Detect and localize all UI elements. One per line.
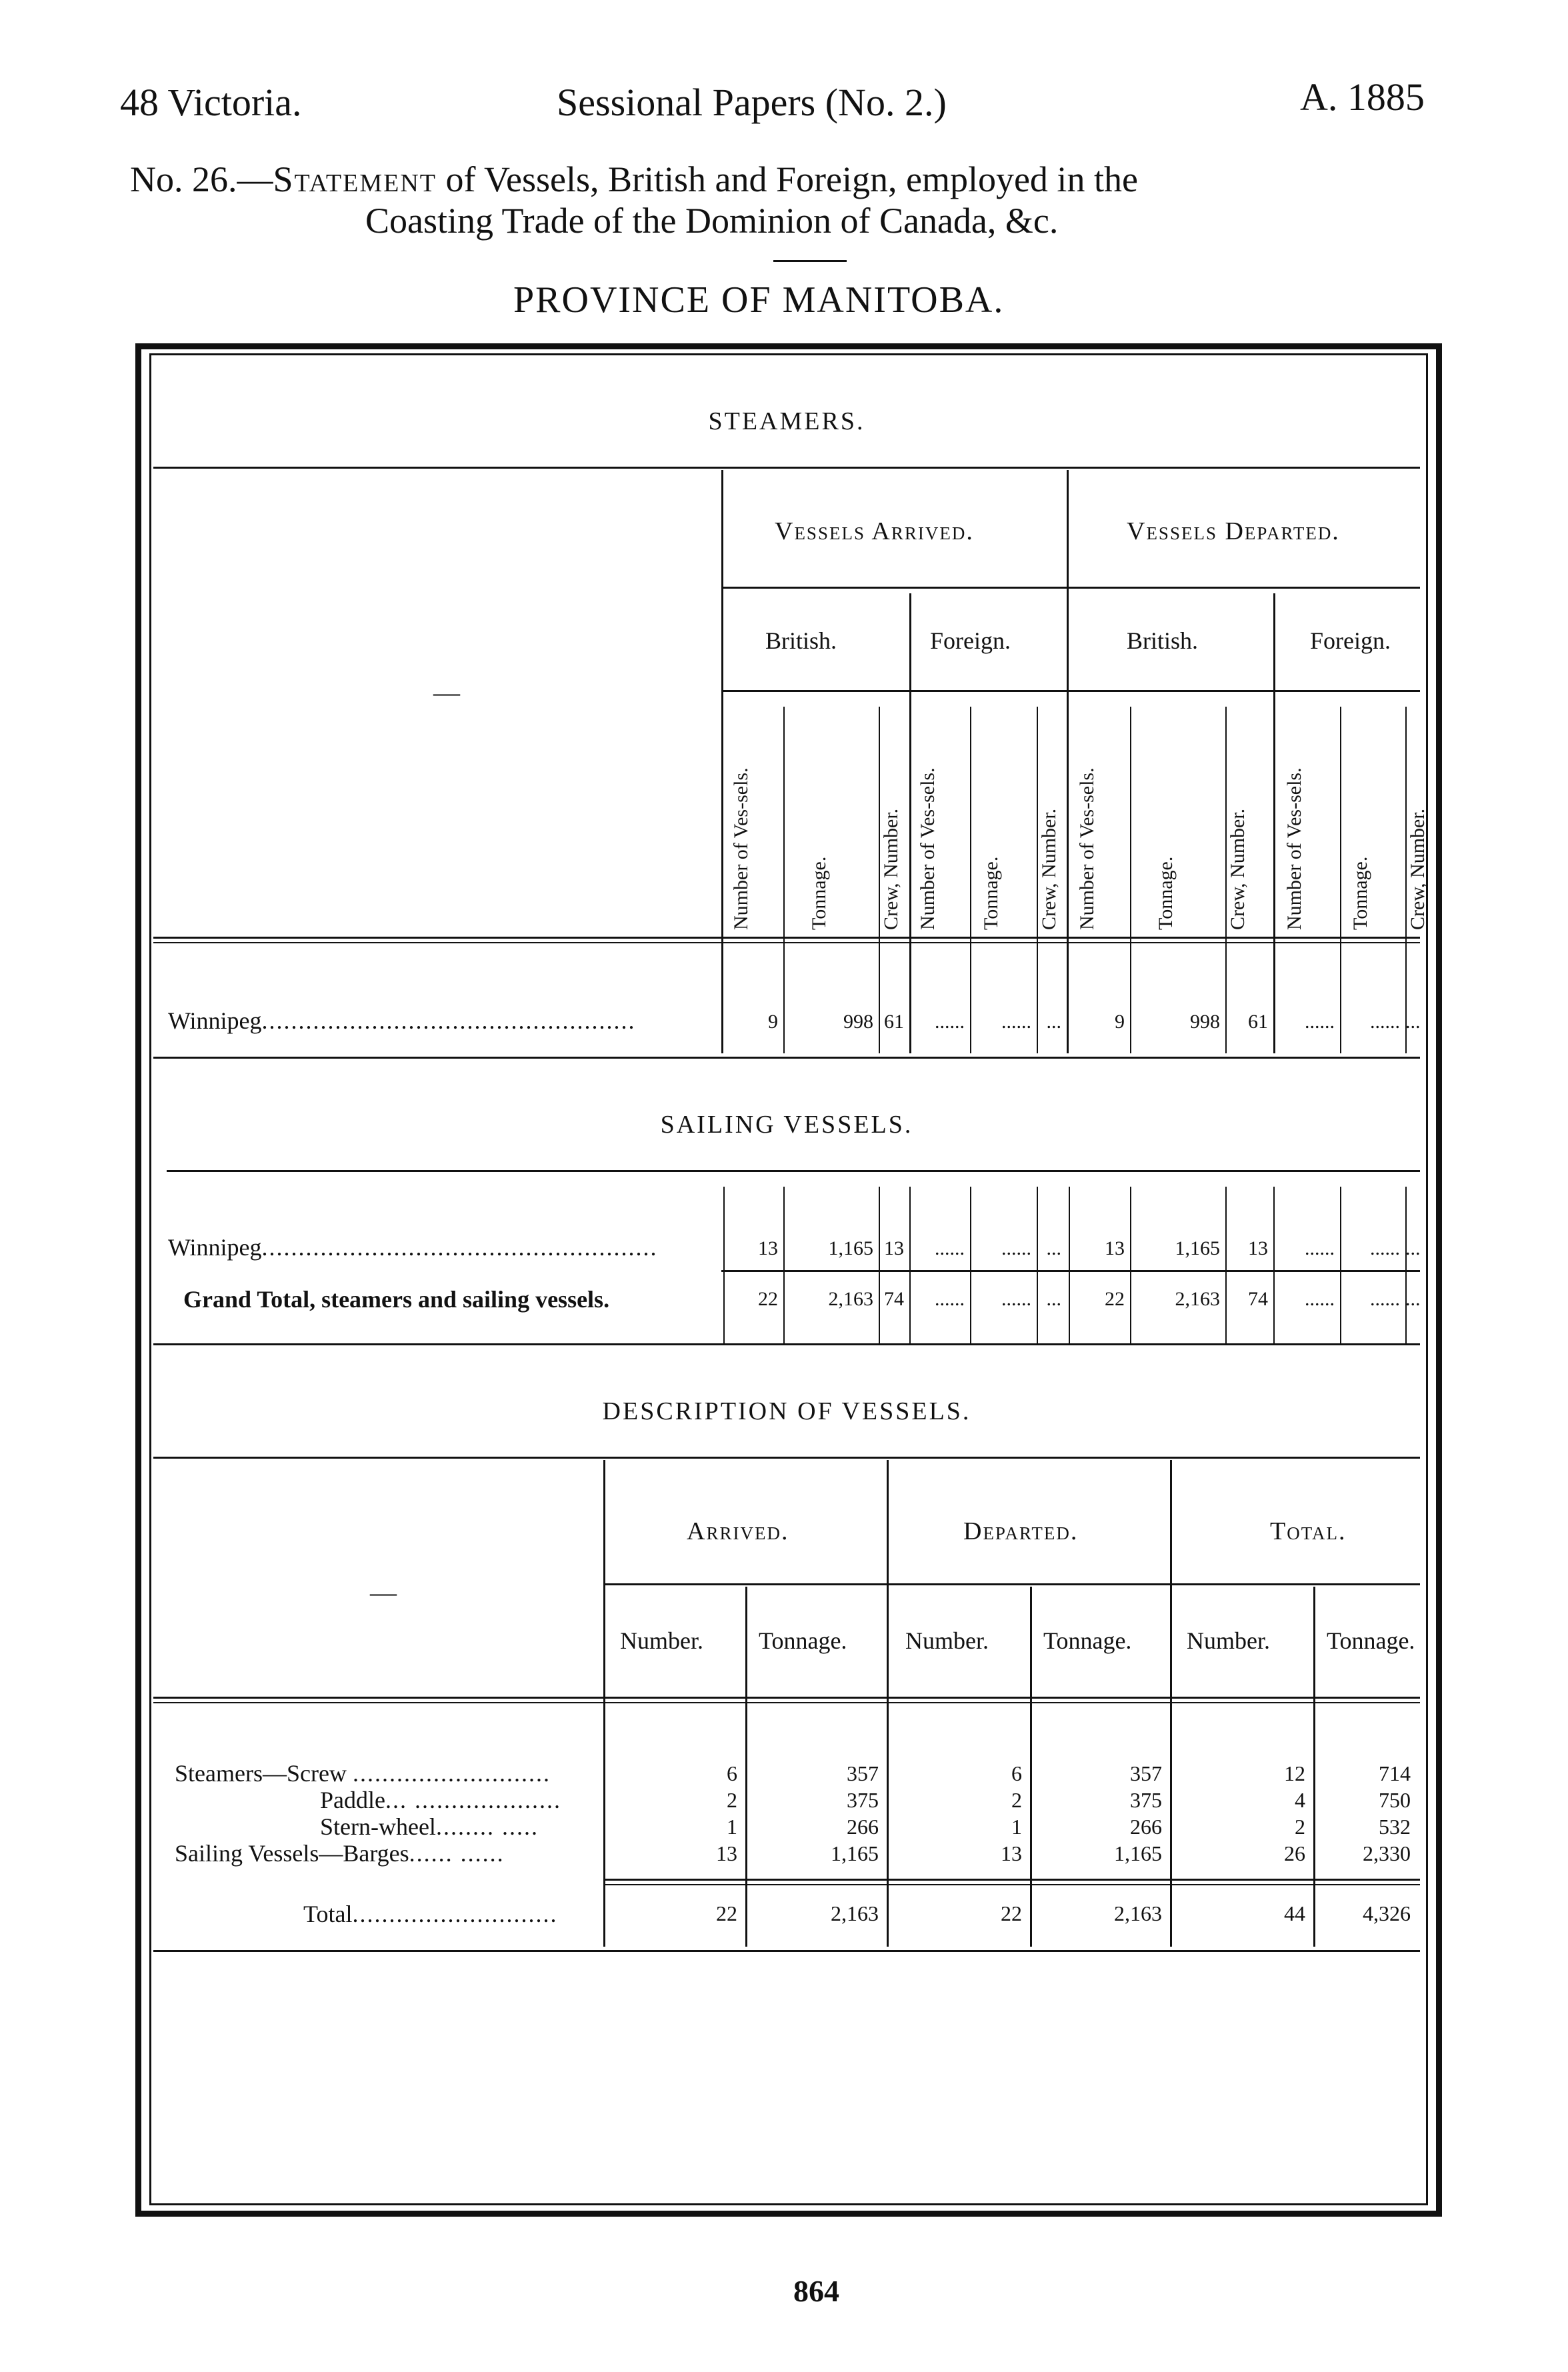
steamers-col-head-9: Crew, Number. (1227, 808, 1249, 930)
desc-val-r3-c2: 266 (847, 1815, 879, 1839)
sailing-col-line-10 (1273, 1187, 1275, 1343)
steamers-val-9: 61 (1248, 1011, 1268, 1033)
steamers-row-winnipeg: Winnipeg................................................... (168, 1007, 636, 1034)
header-papers: Sessional Papers (No. 2.) (557, 81, 947, 124)
steamers-col-head-2: Tonnage. (807, 856, 830, 930)
desc-val-r1-c2: 357 (847, 1761, 879, 1785)
steamers-title: STEAMERS. (708, 407, 865, 435)
desc-arrived-label: Arrived. (687, 1517, 789, 1545)
title-rule (773, 260, 847, 262)
desc-total-val-5: 44 (1284, 1901, 1305, 1925)
desc-arrived-tonnage: Tonnage. (759, 1627, 847, 1654)
sailing-total-val-4: ...... (935, 1288, 965, 1310)
sailing-col-line-5 (970, 1187, 971, 1343)
sailing-winnipeg-val-12: ... (1405, 1237, 1421, 1259)
desc-val-r2-c6: 750 (1379, 1788, 1411, 1812)
sailing-winnipeg-val-7: 13 (1105, 1237, 1125, 1259)
sailing-total-val-10: ...... (1305, 1288, 1335, 1310)
steamers-val-7: 9 (1115, 1011, 1125, 1033)
steamers-val-1: 9 (768, 1011, 778, 1033)
desc-val-r3-c1: 1 (727, 1815, 737, 1839)
sailing-winnipeg-val-10: ...... (1305, 1237, 1335, 1259)
desc-val-r2-c4: 375 (1130, 1788, 1162, 1812)
steamers-val-12: ... (1405, 1011, 1421, 1033)
sailing-winnipeg-val-9: 13 (1248, 1237, 1268, 1259)
sailing-col-line-4 (909, 1187, 911, 1343)
sailing-col-line-3 (879, 1187, 880, 1343)
statement-keyword: Statement (273, 159, 437, 199)
page-number: 864 (793, 2274, 839, 2308)
desc-val-r4-c4: 1,165 (1114, 1841, 1162, 1865)
sailing-total-val-9: 74 (1248, 1288, 1268, 1310)
header-session: 48 Victoria. (120, 81, 302, 124)
sailing-total-val-1: 22 (758, 1288, 778, 1310)
desc-val-r1-c4: 357 (1130, 1761, 1162, 1785)
desc-total-tonnage: Tonnage. (1327, 1627, 1415, 1654)
desc-val-r2-c3: 2 (1011, 1788, 1022, 1812)
desc-val-r4-c1: 13 (716, 1841, 737, 1865)
desc-arrived-number: Number. (620, 1627, 703, 1654)
steamers-val-5: ...... (1001, 1011, 1031, 1033)
sailing-total-val-12: ... (1405, 1288, 1421, 1310)
sailing-winnipeg-val-5: ...... (1001, 1237, 1031, 1259)
steamers-val-10: ...... (1305, 1011, 1335, 1033)
sailing-title: SAILING VESSELS. (660, 1111, 913, 1139)
desc-val-r4-c2: 1,165 (831, 1841, 879, 1865)
steamers-col-head-1: Number of Ves-sels. (730, 767, 752, 930)
statement-line-2: Coasting Trade of the Dominion of Canada, &c. (365, 201, 1059, 241)
desc-row-paddle: Paddle... .................... (320, 1787, 561, 1813)
steamers-col-line-11 (1405, 707, 1407, 1053)
sailing-col-line-9 (1225, 1187, 1227, 1343)
steamers-col-line-1 (783, 707, 785, 1053)
sailing-row-winnipeg: Winnipeg...................................................... (168, 1234, 658, 1261)
steamers-stub-dash: — (433, 677, 460, 707)
sailing-total-val-11: ...... (1370, 1288, 1400, 1310)
steamers-col-head-5: Tonnage. (980, 856, 1002, 930)
desc-val-r2-c2: 375 (847, 1788, 879, 1812)
desc-departed-number: Number. (905, 1627, 989, 1654)
desc-val-r1-c1: 6 (727, 1761, 737, 1785)
steamers-val-2: 998 (843, 1011, 873, 1033)
sailing-col-line-1 (723, 1187, 725, 1343)
departed-foreign-label: Foreign. (1310, 627, 1391, 654)
steamers-col-head-4: Number of Ves-sels. (916, 767, 939, 930)
sailing-row-grand-total: Grand Total, steamers and sailing vessels. (183, 1286, 610, 1313)
desc-row-barges: Sailing Vessels—Barges...... ...... (175, 1840, 505, 1867)
desc-total-label: Total. (1270, 1517, 1347, 1545)
steamers-col-line-5 (1037, 707, 1038, 1053)
sailing-col-line-6 (1037, 1187, 1038, 1343)
desc-departed-label: Departed. (963, 1517, 1079, 1545)
steamers-col-line-10 (1340, 707, 1341, 1053)
steamers-col-line-4 (970, 707, 971, 1053)
desc-val-r3-c3: 1 (1011, 1815, 1022, 1839)
steamers-col-line-7 (1130, 707, 1131, 1053)
sailing-total-val-3: 74 (884, 1288, 904, 1310)
sailing-total-val-2: 2,163 (828, 1288, 873, 1310)
desc-val-r1-c5: 12 (1284, 1761, 1305, 1785)
steamers-departed-label: Vessels Departed. (1127, 517, 1340, 545)
arrived-foreign-label: Foreign. (930, 627, 1011, 654)
sailing-col-line-2 (783, 1187, 785, 1343)
desc-val-r4-c3: 13 (1001, 1841, 1022, 1865)
steamers-col-line-9 (1273, 707, 1275, 1053)
desc-total-val-1: 22 (716, 1901, 737, 1925)
desc-departed-tonnage: Tonnage. (1043, 1627, 1132, 1654)
header-year: A. 1885 (1300, 75, 1425, 119)
desc-total-val-2: 2,163 (831, 1901, 879, 1925)
statement-line-1: No. 26.—Statement of Vessels, British and Foreign, employed in the (130, 159, 1138, 199)
province-title: PROVINCE OF MANITOBA. (513, 279, 1005, 321)
description-title: DESCRIPTION OF VESSELS. (602, 1397, 971, 1425)
desc-val-r1-c3: 6 (1011, 1761, 1022, 1785)
desc-row-sternwheel: Stern-wheel........ ..... (320, 1813, 539, 1840)
arrived-british-label: British. (765, 627, 837, 654)
steamers-val-8: 998 (1190, 1011, 1220, 1033)
sailing-winnipeg-val-8: 1,165 (1175, 1237, 1220, 1259)
desc-val-r4-c6: 2,330 (1363, 1841, 1411, 1865)
steamers-col-line-2 (879, 707, 880, 1053)
sailing-col-line-7 (1069, 1187, 1070, 1343)
desc-val-r2-c5: 4 (1295, 1788, 1305, 1812)
sailing-winnipeg-val-4: ...... (935, 1237, 965, 1259)
steamers-arrived-label: Vessels Arrived. (775, 517, 974, 545)
desc-val-r3-c4: 266 (1130, 1815, 1162, 1839)
steamers-val-4: ...... (935, 1011, 965, 1033)
sailing-total-val-8: 2,163 (1175, 1288, 1220, 1310)
steamers-col-head-6: Crew, Number. (1038, 808, 1060, 930)
sailing-total-val-7: 22 (1105, 1288, 1125, 1310)
sailing-winnipeg-val-11: ...... (1370, 1237, 1400, 1259)
desc-val-r3-c5: 2 (1295, 1815, 1305, 1839)
sailing-winnipeg-val-3: 13 (884, 1237, 904, 1259)
desc-row-total: Total............................ (303, 1901, 558, 1927)
desc-total-val-4: 2,163 (1114, 1901, 1162, 1925)
sailing-col-line-8 (1130, 1187, 1131, 1343)
sailing-winnipeg-val-1: 13 (758, 1237, 778, 1259)
desc-stub-dash: — (370, 1577, 397, 1607)
steamers-col-head-10: Number of Ves-sels. (1283, 767, 1305, 930)
sailing-winnipeg-val-2: 1,165 (828, 1237, 873, 1259)
desc-val-r4-c5: 26 (1284, 1841, 1305, 1865)
steamers-col-head-11: Tonnage. (1349, 856, 1371, 930)
desc-val-r3-c6: 532 (1379, 1815, 1411, 1839)
steamers-col-head-7: Number of Ves-sels. (1076, 767, 1098, 930)
sailing-total-val-6: ... (1046, 1288, 1061, 1310)
desc-total-number: Number. (1187, 1627, 1270, 1654)
desc-total-val-3: 22 (1001, 1901, 1022, 1925)
sailing-col-line-11 (1340, 1187, 1341, 1343)
desc-val-r1-c6: 714 (1379, 1761, 1411, 1785)
desc-total-val-6: 4,326 (1363, 1901, 1411, 1925)
steamers-col-line-8 (1225, 707, 1227, 1053)
steamers-col-head-8: Tonnage. (1154, 856, 1177, 930)
steamers-col-head-3: Crew, Number. (880, 808, 902, 930)
departed-british-label: British. (1127, 627, 1199, 654)
sailing-col-line-12 (1405, 1187, 1407, 1343)
steamers-val-3: 61 (884, 1011, 904, 1033)
steamers-col-head-12: Crew, Number. (1407, 808, 1429, 930)
sailing-winnipeg-val-6: ... (1046, 1237, 1061, 1259)
sailing-total-val-5: ...... (1001, 1288, 1031, 1310)
steamers-val-11: ...... (1370, 1011, 1400, 1033)
desc-row-screw: Steamers—Screw ........................... (175, 1760, 551, 1787)
desc-val-r2-c1: 2 (727, 1788, 737, 1812)
steamers-val-6: ... (1046, 1011, 1061, 1033)
